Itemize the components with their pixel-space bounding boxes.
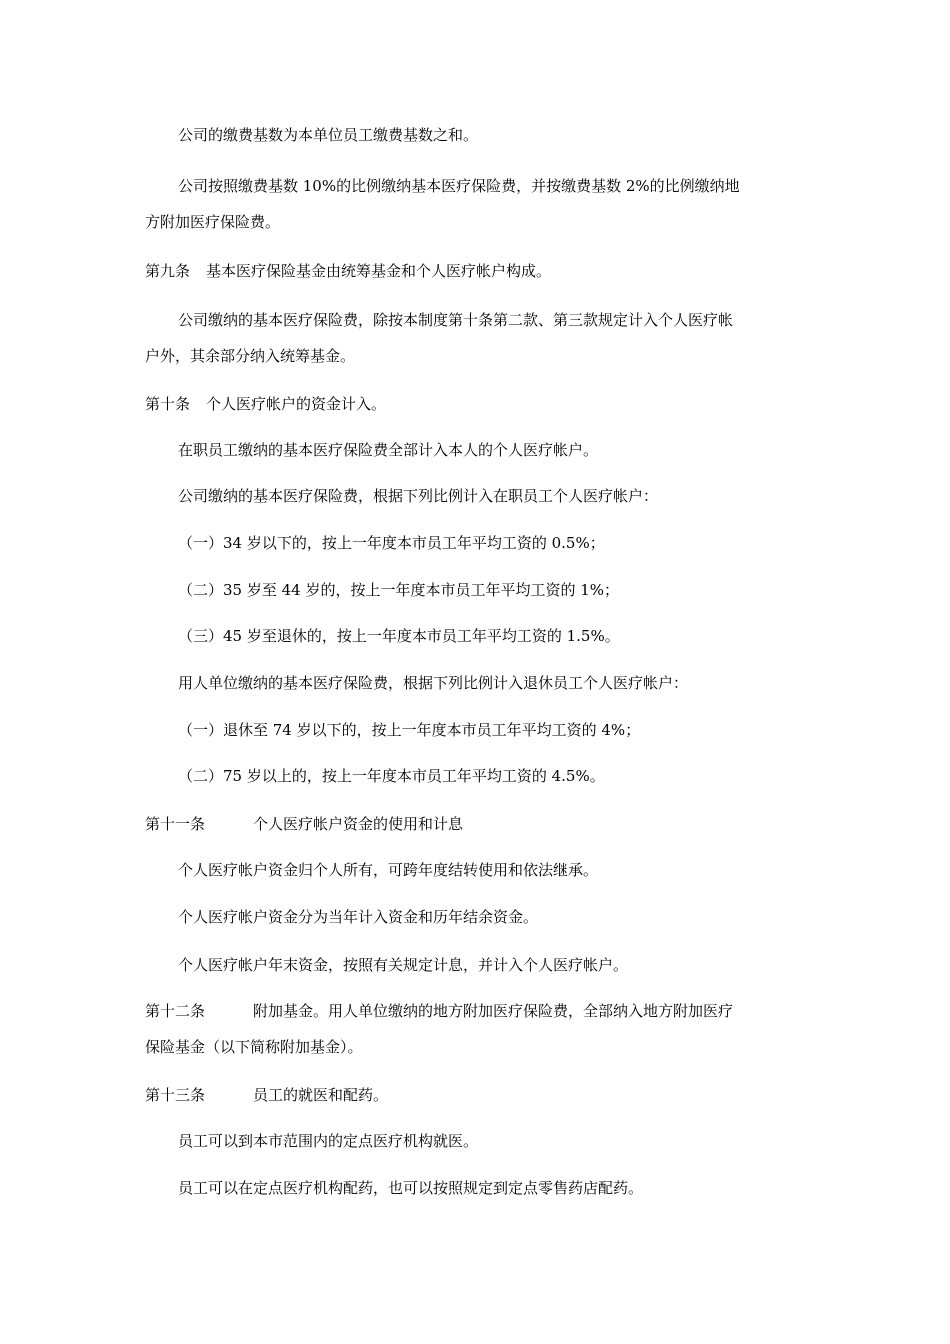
- article-10: [145, 394, 386, 414]
- article-10-label: 第十条: [145, 395, 191, 413]
- article-13: [145, 1085, 388, 1105]
- paragraph-contribution-rate-line2: 方附加医疗保险费。: [145, 213, 281, 231]
- article-13-label: 第十三条: [145, 1086, 206, 1104]
- paragraph-contribution-base: 公司的缴费基数为本单位员工缴费基数之和。: [178, 126, 479, 144]
- paragraph-company-contribution-active: 公司缴纳的基本医疗保险费，根据下列比例计入在职员工个人医疗帐户：: [178, 487, 659, 505]
- list-item-active-35-44: （二）35 岁至 44 岁的，按上一年度本市员工年平均工资的 1%；: [178, 581, 620, 599]
- paragraph-account-composition: 个人医疗帐户资金分为当年计入资金和历年结余资金。: [178, 908, 539, 926]
- paragraph-fund-allocation-line2: 户外，其余部分纳入统筹基金。: [145, 347, 356, 365]
- paragraph-fund-allocation-line1: 公司缴纳的基本医疗保险费，除按本制度第十条第二款、第三款规定计入个人医疗帐: [178, 311, 734, 329]
- article-9-text: 基本医疗保险基金由统筹基金和个人医疗帐户构成。: [206, 262, 552, 280]
- list-item-active-45-retire: （三）45 岁至退休的，按上一年度本市员工年平均工资的 1.5%。: [178, 627, 620, 645]
- article-12-text-line1: 附加基金。用人单位缴纳的地方附加医疗保险费，全部纳入地方附加医疗: [253, 1002, 734, 1020]
- paragraph-account-ownership: 个人医疗帐户资金归个人所有，可跨年度结转使用和依法继承。: [178, 861, 599, 879]
- paragraph-medical-visit: 员工可以到本市范围内的定点医疗机构就医。: [178, 1132, 479, 1150]
- article-12-line1: [145, 1001, 733, 1021]
- article-9: [145, 261, 551, 281]
- paragraph-contribution-rate-line1: 公司按照缴费基数 10%的比例缴纳基本医疗保险费，并按缴费基数 2%的比例缴纳地: [178, 177, 740, 195]
- list-item-retired-75-plus: （二）75 岁以上的，按上一年度本市员工年平均工资的 4.5%。: [178, 767, 605, 785]
- list-item-active-under-34: （一）34 岁以下的，按上一年度本市员工年平均工资的 0.5%；: [178, 534, 605, 552]
- article-11-text: 个人医疗帐户资金的使用和计息: [253, 815, 464, 833]
- article-12-text-line2: 保险基金（以下简称附加基金）。: [145, 1038, 363, 1056]
- article-10-text: 个人医疗帐户的资金计入。: [206, 395, 387, 413]
- paragraph-company-contribution-retired: 用人单位缴纳的基本医疗保险费，根据下列比例计入退休员工个人医疗帐户：: [178, 674, 689, 692]
- article-11: [145, 814, 463, 834]
- article-11-label: 第十一条: [145, 815, 206, 833]
- list-item-retired-under-74: （一）退休至 74 岁以下的，按上一年度本市员工年平均工资的 4%；: [178, 721, 641, 739]
- paragraph-account-interest: 个人医疗帐户年末资金，按照有关规定计息，并计入个人医疗帐户。: [178, 956, 629, 974]
- paragraph-employee-contribution: 在职员工缴纳的基本医疗保险费全部计入本人的个人医疗帐户。: [178, 441, 599, 459]
- article-13-text: 员工的就医和配药。: [253, 1086, 389, 1104]
- article-12-label: 第十二条: [145, 1002, 206, 1020]
- paragraph-medicine-dispensing: 员工可以在定点医疗机构配药，也可以按照规定到定点零售药店配药。: [178, 1179, 644, 1197]
- article-9-label: 第九条: [145, 262, 191, 280]
